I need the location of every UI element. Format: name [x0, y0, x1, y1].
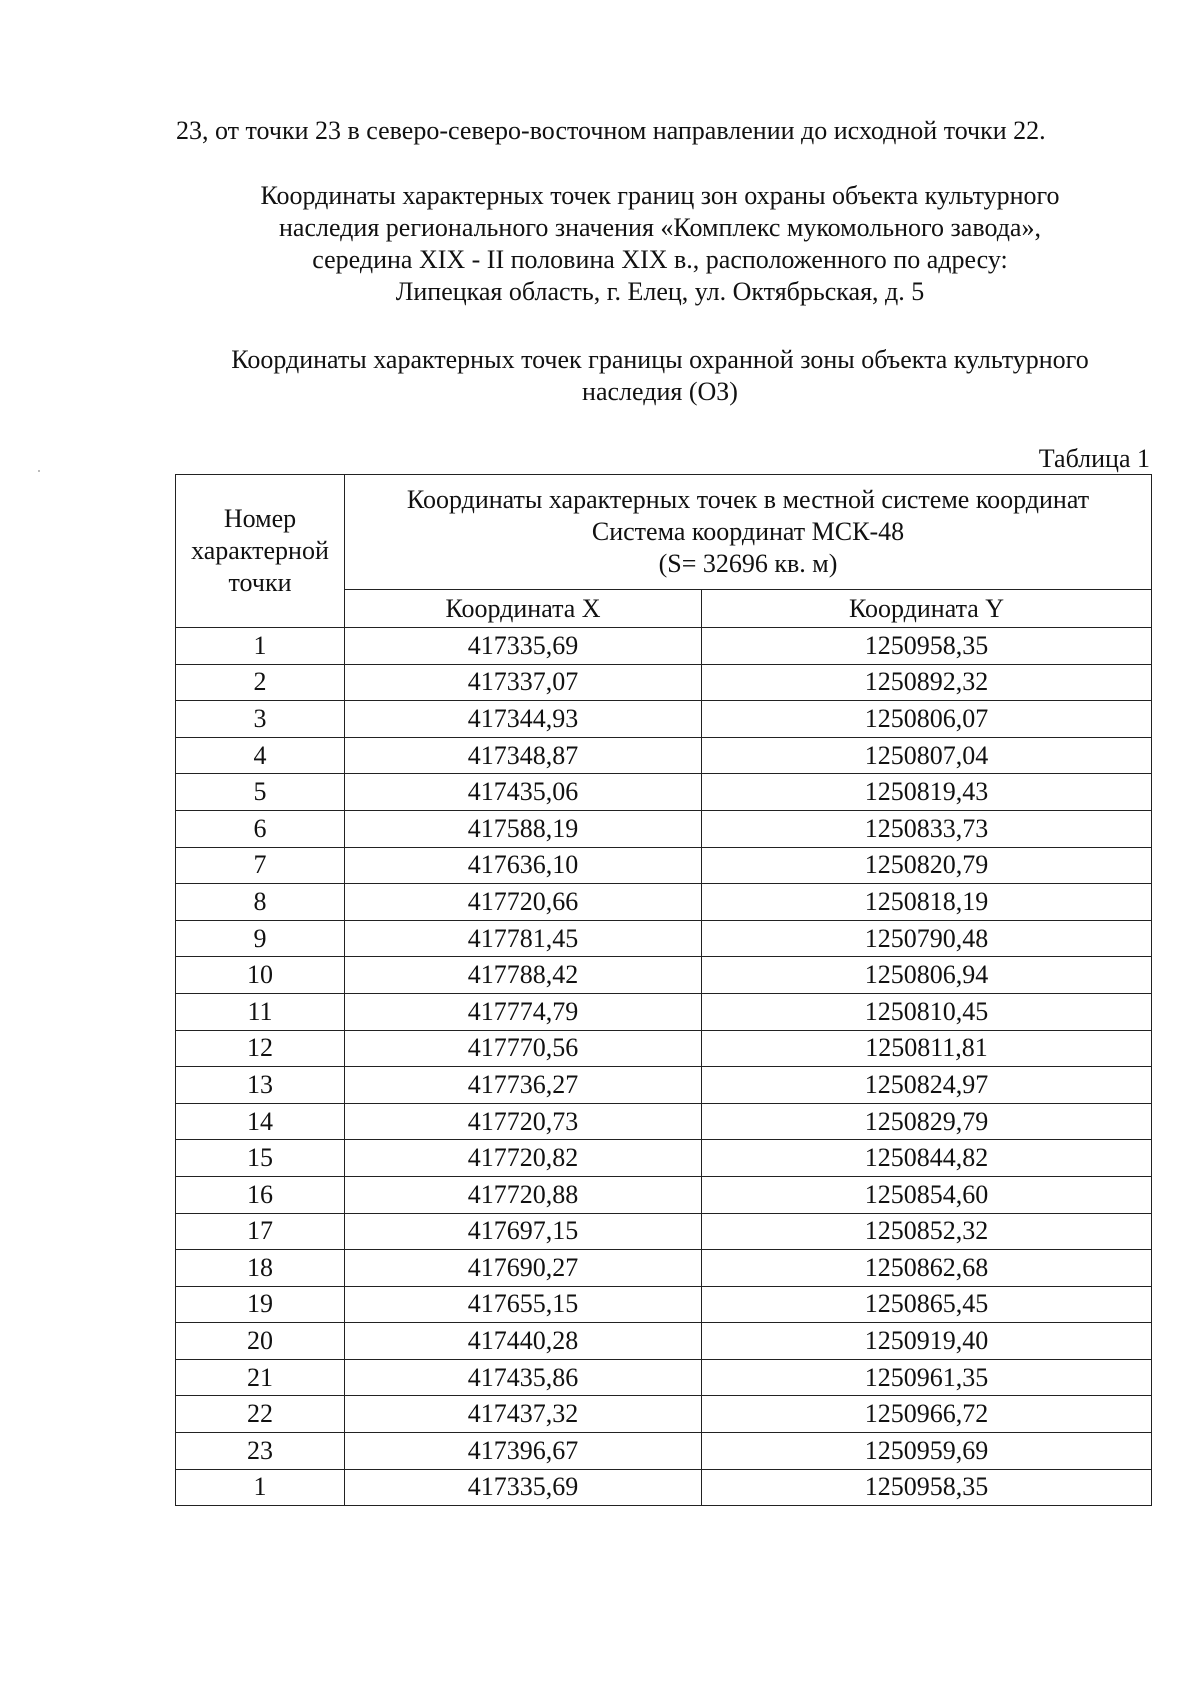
heading-line: наследия (ОЗ): [582, 377, 738, 406]
coordinate-x-cell: 417335,69: [345, 628, 702, 665]
coordinate-x-cell: 417348,87: [345, 737, 702, 774]
coordinate-y-cell: 1250959,69: [702, 1433, 1152, 1470]
table-row: [176, 810, 1152, 847]
coordinate-x-cell: 417636,10: [345, 847, 702, 884]
table-row: [176, 1250, 1152, 1287]
heading-line: середина XIX - II половина XIX в., расположенного по адресу:: [312, 245, 1008, 274]
point-number-cell: 20: [176, 1323, 345, 1360]
point-number-header: Номер характерной точки: [176, 475, 345, 628]
coordinate-y-cell: 1250862,68: [702, 1250, 1152, 1287]
table-row: [176, 774, 1152, 811]
coordinate-y-cell: 1250829,79: [702, 1103, 1152, 1140]
point-number-cell: 8: [176, 884, 345, 921]
coordinate-x-cell: 417770,56: [345, 1030, 702, 1067]
table-row: [176, 993, 1152, 1030]
subsection-heading: [160, 344, 1160, 408]
continuation-text: 23, от точки 23 в северо-северо-восточном направлении до исходной точки 22.: [176, 116, 1046, 145]
point-number-cell: 22: [176, 1396, 345, 1433]
coordinate-x-cell: 417337,07: [345, 664, 702, 701]
point-number-cell: 4: [176, 737, 345, 774]
table-row: [176, 1213, 1152, 1250]
point-number-cell: 16: [176, 1176, 345, 1213]
coordinate-x-cell: 417588,19: [345, 810, 702, 847]
table-row: [176, 1067, 1152, 1104]
point-number-cell: 3: [176, 701, 345, 738]
heading-line: Липецкая область, г. Елец, ул. Октябрьская, д. 5: [395, 277, 925, 306]
table-row: [176, 1286, 1152, 1323]
point-number-cell: 12: [176, 1030, 345, 1067]
coordinate-y-cell: 1250892,32: [702, 664, 1152, 701]
coordinate-y-cell: 1250790,48: [702, 920, 1152, 957]
coordinate-y-cell: 1250852,32: [702, 1213, 1152, 1250]
table-row: [176, 957, 1152, 994]
coordinate-y-cell: 1250820,79: [702, 847, 1152, 884]
point-number-cell: 13: [176, 1067, 345, 1104]
point-number-cell: 6: [176, 810, 345, 847]
section-heading: [160, 180, 1160, 308]
coordinates-table: [175, 474, 1152, 1506]
coordinate-x-cell: 417697,15: [345, 1213, 702, 1250]
coordinate-x-cell: 417396,67: [345, 1433, 702, 1470]
table-row: [176, 847, 1152, 884]
point-number-cell: 1: [176, 628, 345, 665]
coordinate-x-cell: 417720,88: [345, 1176, 702, 1213]
coordinate-y-cell: 1250807,04: [702, 737, 1152, 774]
coordinate-y-cell: 1250958,35: [702, 1469, 1152, 1506]
point-number-cell: 1: [176, 1469, 345, 1506]
coordinate-y-cell: 1250818,19: [702, 884, 1152, 921]
coordinate-x-cell: 417435,86: [345, 1359, 702, 1396]
point-number-cell: 15: [176, 1140, 345, 1177]
coordinate-y-cell: 1250833,73: [702, 810, 1152, 847]
table-row: [176, 1433, 1152, 1470]
table-row: [176, 628, 1152, 665]
coordinate-x-cell: 417655,15: [345, 1286, 702, 1323]
coordinate-y-cell: 1250810,45: [702, 993, 1152, 1030]
coordinate-x-cell: 417344,93: [345, 701, 702, 738]
table-row: [176, 1140, 1152, 1177]
coordinate-y-cell: 1250966,72: [702, 1396, 1152, 1433]
point-number-cell: 7: [176, 847, 345, 884]
table-row: [176, 1030, 1152, 1067]
table-row: [176, 1103, 1152, 1140]
point-number-cell: 18: [176, 1250, 345, 1287]
heading-line: наследия регионального значения «Комплекс мукомольного завода»,: [279, 213, 1041, 242]
coordinate-y-cell: 1250811,81: [702, 1030, 1152, 1067]
table-row: [176, 737, 1152, 774]
coordinate-x-cell: 417781,45: [345, 920, 702, 957]
coordinate-y-cell: 1250806,94: [702, 957, 1152, 994]
table-body: [176, 628, 1152, 1506]
point-number-cell: 17: [176, 1213, 345, 1250]
table-row: [176, 1323, 1152, 1360]
coordinate-y-cell: 1250919,40: [702, 1323, 1152, 1360]
heading-line: Координаты характерных точек границы охранной зоны объекта культурного: [231, 345, 1089, 374]
table-row: [176, 701, 1152, 738]
point-number-cell: 23: [176, 1433, 345, 1470]
table-row: [176, 1359, 1152, 1396]
point-number-cell: 14: [176, 1103, 345, 1140]
point-number-cell: 2: [176, 664, 345, 701]
coordinate-x-cell: 417720,73: [345, 1103, 702, 1140]
coordinate-x-cell: 417774,79: [345, 993, 702, 1030]
coordinate-x-cell: 417788,42: [345, 957, 702, 994]
scan-speck: [38, 470, 40, 472]
coordinate-x-cell: 417736,27: [345, 1067, 702, 1104]
coordinate-x-cell: 417435,06: [345, 774, 702, 811]
table-row: [176, 884, 1152, 921]
heading-line: Координаты характерных точек границ зон охраны объекта культурного: [260, 181, 1060, 210]
coordinate-y-cell: 1250865,45: [702, 1286, 1152, 1323]
coordinate-x-cell: 417440,28: [345, 1323, 702, 1360]
column-header-y: Координата Y: [702, 590, 1152, 628]
table-row: [176, 1176, 1152, 1213]
table-row: [176, 920, 1152, 957]
coordinate-x-cell: 417437,32: [345, 1396, 702, 1433]
point-number-cell: 11: [176, 993, 345, 1030]
coordinate-y-cell: 1250824,97: [702, 1067, 1152, 1104]
coordinate-system-header: Координаты характерных точек в местной системе координат Система координат МСК-48 (S= 32696 кв. м): [345, 475, 1152, 590]
coordinate-x-cell: 417720,66: [345, 884, 702, 921]
point-number-cell: 10: [176, 957, 345, 994]
coordinate-y-cell: 1250961,35: [702, 1359, 1152, 1396]
point-number-cell: 19: [176, 1286, 345, 1323]
point-number-cell: 21: [176, 1359, 345, 1396]
coordinate-y-cell: 1250854,60: [702, 1176, 1152, 1213]
coordinate-y-cell: 1250844,82: [702, 1140, 1152, 1177]
table-row: [176, 1469, 1152, 1506]
coordinate-y-cell: 1250819,43: [702, 774, 1152, 811]
table-label: Таблица 1: [1038, 444, 1150, 473]
coordinate-x-cell: 417335,69: [345, 1469, 702, 1506]
coordinate-x-cell: 417720,82: [345, 1140, 702, 1177]
coordinate-y-cell: 1250958,35: [702, 628, 1152, 665]
point-number-cell: 9: [176, 920, 345, 957]
point-number-cell: 5: [176, 774, 345, 811]
table-row: [176, 1396, 1152, 1433]
column-header-x: Координата X: [345, 590, 702, 628]
coordinate-x-cell: 417690,27: [345, 1250, 702, 1287]
coordinate-y-cell: 1250806,07: [702, 701, 1152, 738]
table-row: [176, 664, 1152, 701]
